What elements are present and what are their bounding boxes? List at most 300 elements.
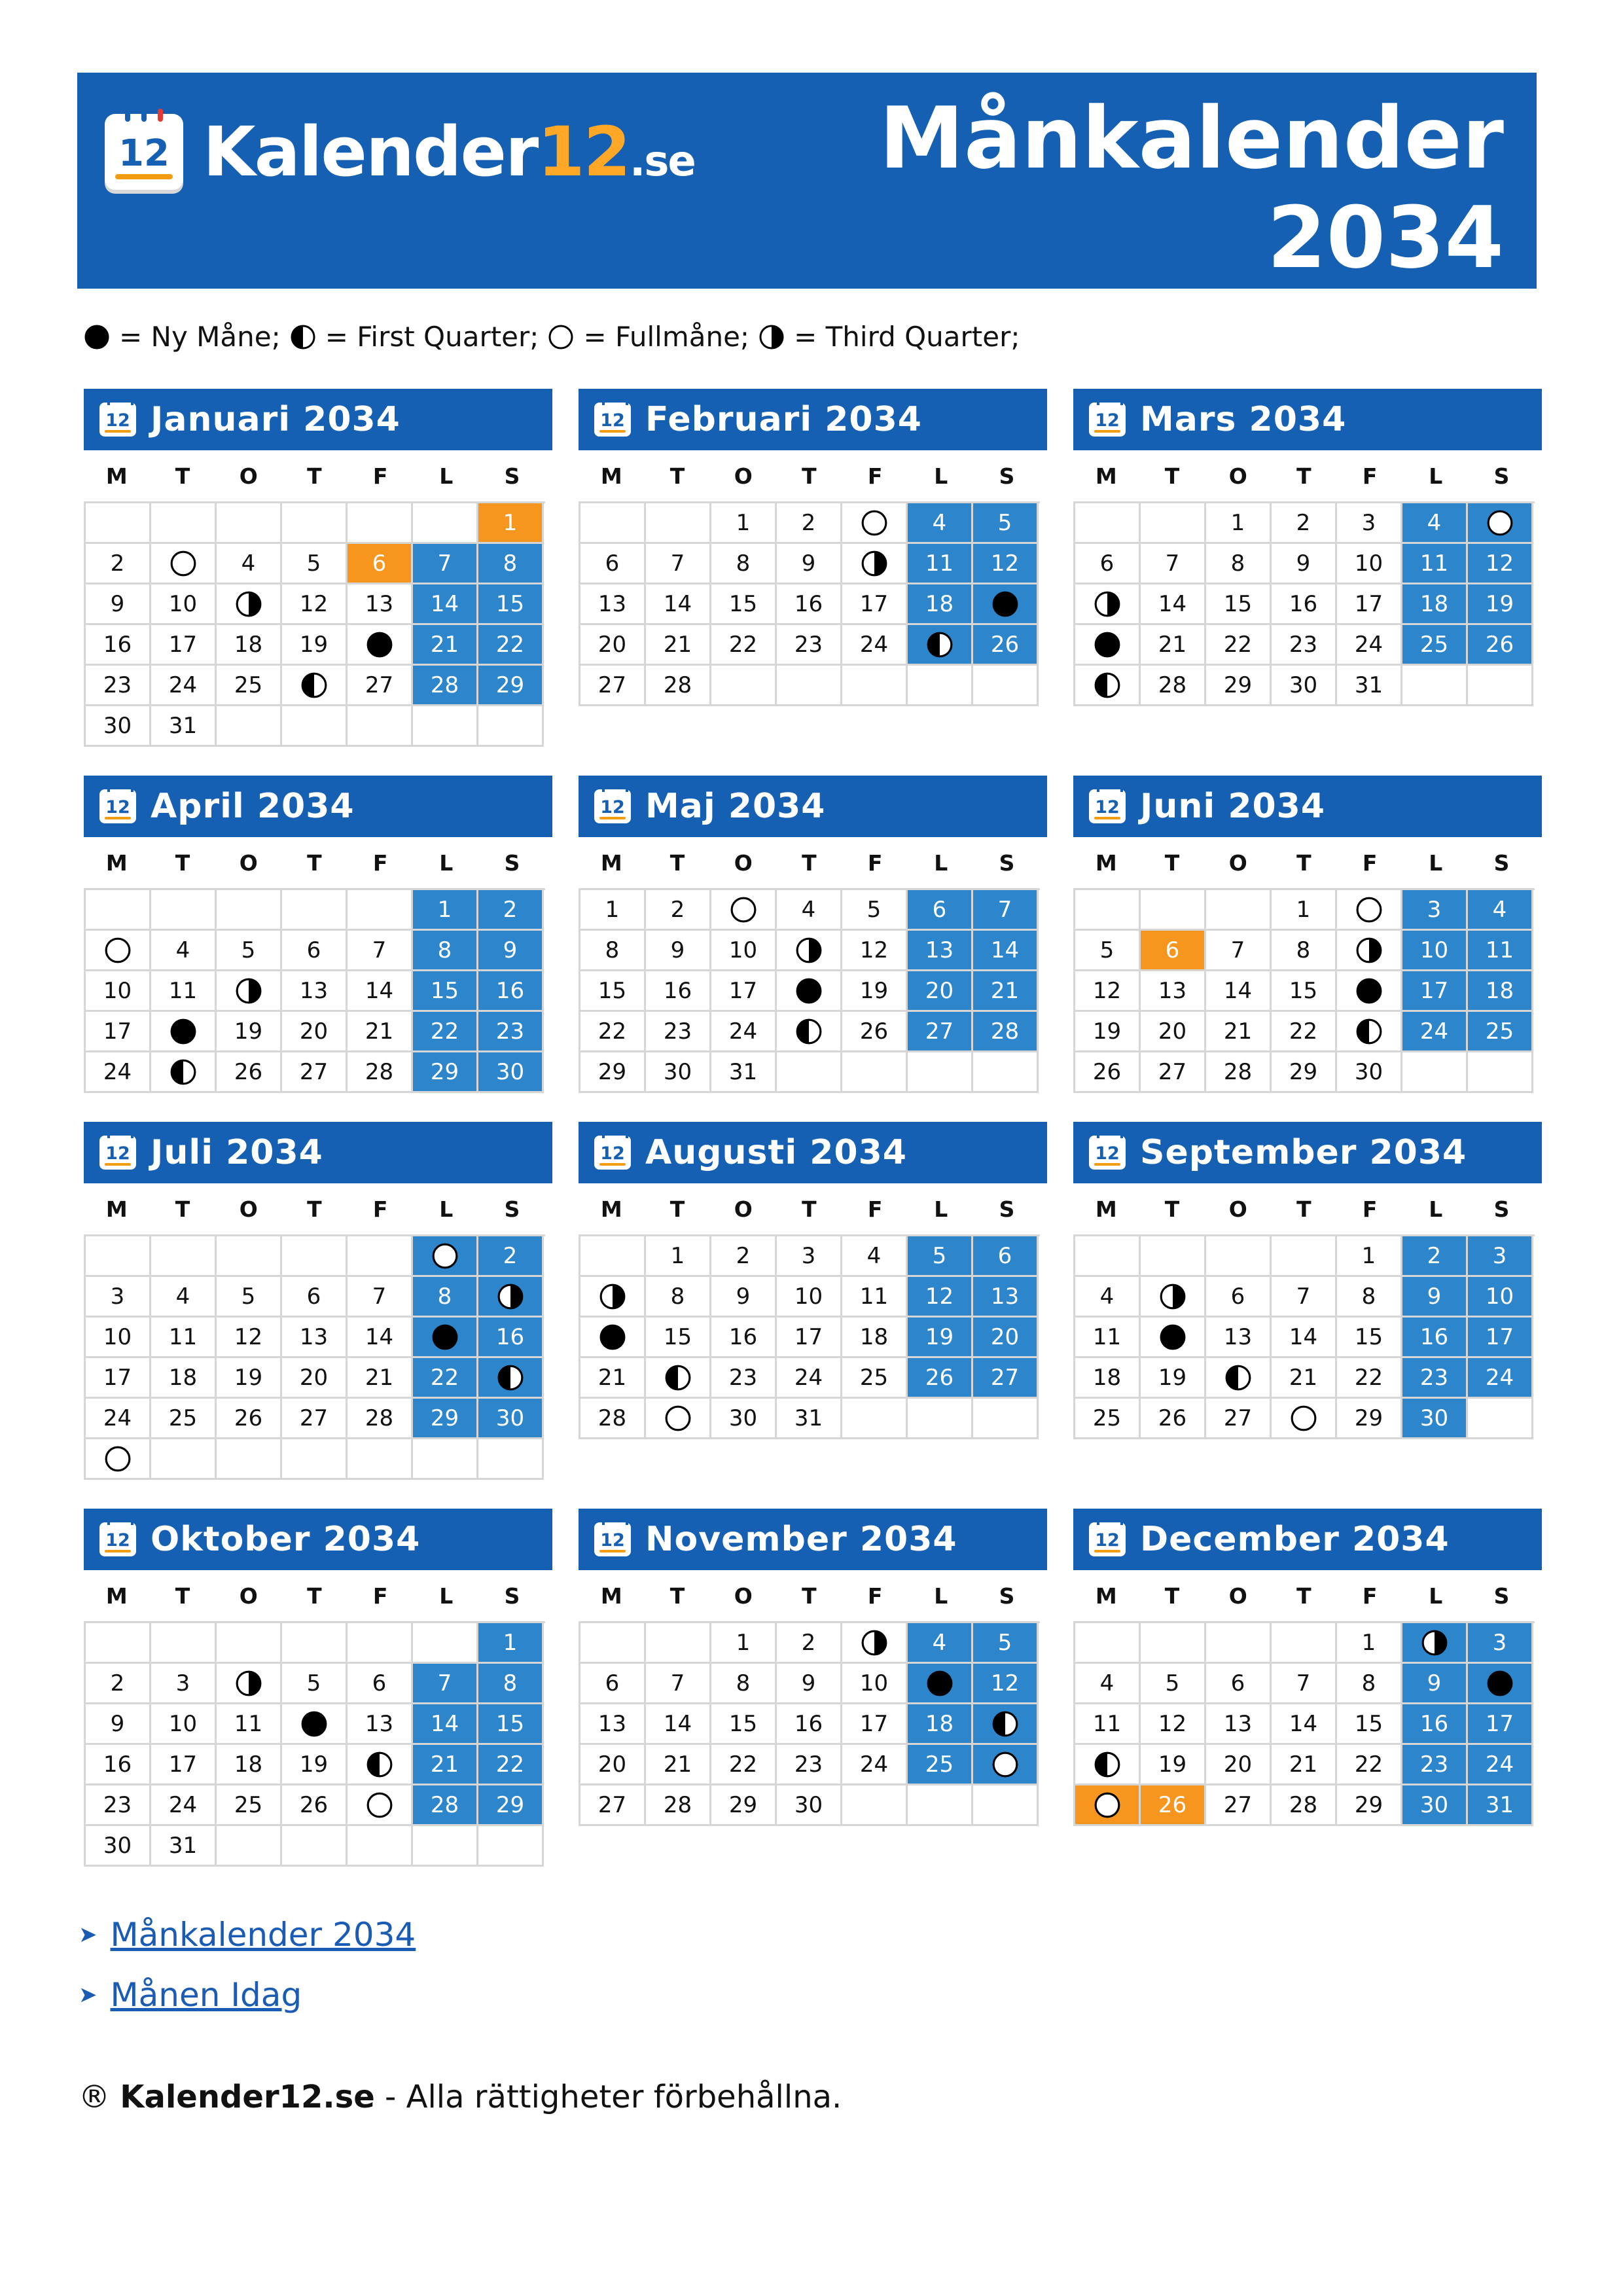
day-cell: 8: [711, 1664, 777, 1704]
day-cell: 17: [711, 971, 777, 1012]
empty-cell: [86, 1236, 151, 1277]
day-grid: [84, 1234, 545, 1480]
weekday-label: M: [1095, 1196, 1117, 1222]
weekday-label: M: [1095, 463, 1117, 489]
weekday-label: O: [1228, 1583, 1247, 1609]
first-quarter-icon: [1094, 672, 1121, 699]
day-cell: 9: [646, 931, 711, 971]
day-cell: 7: [348, 1277, 413, 1318]
day-cell: 27: [580, 1785, 646, 1826]
month-calendar: [84, 776, 552, 1093]
day-cell: 24: [86, 1052, 151, 1093]
day-cell: 27: [580, 666, 646, 706]
day-cell: 21: [646, 625, 711, 666]
day-cell: 9: [711, 1277, 777, 1318]
day-cell: 3: [777, 1236, 842, 1277]
day-cell: [151, 1052, 217, 1093]
day-cell: [1075, 1785, 1141, 1826]
weekday-label: S: [999, 1196, 1015, 1222]
weekday-label: L: [934, 850, 948, 876]
day-cell: 24: [842, 625, 908, 666]
empty-cell: [973, 1785, 1039, 1826]
day-cell: 18: [217, 1745, 282, 1785]
month-header: [1073, 1509, 1542, 1570]
day-cell: 6: [348, 1664, 413, 1704]
weekday-label: M: [600, 1583, 622, 1609]
weekday-label: O: [239, 1196, 258, 1222]
weekday-header: [1073, 450, 1535, 501]
day-cell: [348, 1745, 413, 1785]
day-cell: 11: [1075, 1704, 1141, 1745]
day-cell: [842, 503, 908, 544]
day-cell: 15: [1272, 971, 1337, 1012]
day-cell: 26: [1468, 625, 1533, 666]
calendar-icon: 12: [594, 1522, 631, 1556]
day-cell: 2: [777, 1623, 842, 1664]
full-moon-icon: [548, 324, 574, 350]
day-cell: 4: [908, 503, 973, 544]
weekday-label: M: [105, 1196, 128, 1222]
day-cell: 11: [151, 971, 217, 1012]
day-cell: 22: [1337, 1745, 1402, 1785]
day-cell: 14: [646, 1704, 711, 1745]
day-cell: 6: [973, 1236, 1039, 1277]
day-cell: 25: [1402, 625, 1468, 666]
first-quarter-icon: [290, 324, 316, 350]
empty-cell: [842, 1785, 908, 1826]
day-cell: 6: [1206, 1277, 1272, 1318]
day-cell: 13: [973, 1277, 1039, 1318]
day-cell: [1337, 971, 1402, 1012]
full-moon-icon: [1486, 509, 1514, 537]
weekday-label: O: [734, 463, 753, 489]
weekday-label: T: [175, 1583, 190, 1609]
day-cell: 31: [1468, 1785, 1533, 1826]
link-manen-idag-text[interactable]: Månen Idag: [110, 1976, 302, 2014]
day-cell: 7: [1272, 1664, 1337, 1704]
day-cell: 12: [217, 1318, 282, 1358]
weekday-label: O: [239, 463, 258, 489]
weekday-label: S: [1493, 463, 1510, 489]
new-moon-icon: [795, 977, 823, 1005]
day-cell: 10: [86, 1318, 151, 1358]
weekday-label: M: [600, 1196, 622, 1222]
weekday-label: T: [669, 850, 685, 876]
day-cell: 5: [973, 1623, 1039, 1664]
day-cell: 20: [908, 971, 973, 1012]
weekday-label: F: [867, 1196, 883, 1222]
day-cell: [478, 1277, 544, 1318]
day-cell: 8: [646, 1277, 711, 1318]
month-header: [579, 1122, 1047, 1183]
month-title: Juni 2034: [1140, 787, 1326, 826]
empty-cell: [413, 503, 478, 544]
day-cell: 7: [348, 931, 413, 971]
empty-cell: [217, 1236, 282, 1277]
day-cell: 17: [151, 1745, 217, 1785]
day-cell: 18: [217, 625, 282, 666]
day-cell: 13: [1206, 1318, 1272, 1358]
day-cell: 3: [151, 1664, 217, 1704]
day-cell: [217, 1664, 282, 1704]
day-cell: 16: [1402, 1704, 1468, 1745]
empty-cell: [842, 1052, 908, 1093]
month-header: [1073, 776, 1542, 837]
day-cell: 22: [413, 1012, 478, 1052]
weekday-label: S: [504, 1196, 520, 1222]
day-cell: [1337, 931, 1402, 971]
full-moon-icon: [664, 1405, 692, 1432]
day-cell: 29: [711, 1785, 777, 1826]
empty-cell: [348, 1623, 413, 1664]
empty-cell: [1402, 666, 1468, 706]
weekday-label: M: [1095, 850, 1117, 876]
new-moon-icon: [431, 1323, 459, 1351]
day-cell: 24: [151, 1785, 217, 1826]
day-cell: 12: [1141, 1704, 1206, 1745]
empty-cell: [413, 1623, 478, 1664]
day-cell: 1: [413, 890, 478, 931]
weekday-label: F: [1362, 1583, 1378, 1609]
day-cell: [413, 1236, 478, 1277]
day-cell: 11: [1075, 1318, 1141, 1358]
weekday-label: S: [999, 463, 1015, 489]
weekday-label: L: [439, 463, 454, 489]
weekday-label: F: [372, 1583, 388, 1609]
day-cell: [1468, 1664, 1533, 1704]
day-cell: [1075, 584, 1141, 625]
day-cell: [86, 931, 151, 971]
weekday-label: L: [439, 850, 454, 876]
third-quarter-icon: [1094, 590, 1121, 618]
day-cell: 5: [1141, 1664, 1206, 1704]
weekday-label: S: [1493, 1196, 1510, 1222]
weekday-label: T: [1296, 463, 1311, 489]
full-moon-icon: [991, 1751, 1019, 1778]
calendar-icon: 12: [594, 1136, 631, 1170]
month-header: [1073, 389, 1542, 450]
day-cell: 14: [646, 584, 711, 625]
weekday-label: S: [504, 463, 520, 489]
day-cell: 26: [217, 1399, 282, 1439]
day-cell: 22: [413, 1358, 478, 1399]
weekday-label: L: [1429, 850, 1443, 876]
day-cell: 20: [580, 1745, 646, 1785]
day-cell: 22: [1272, 1012, 1337, 1052]
weekday-label: L: [934, 1196, 948, 1222]
day-cell: 23: [1272, 625, 1337, 666]
weekday-label: T: [669, 1196, 685, 1222]
day-cell: 19: [1075, 1012, 1141, 1052]
day-cell: [711, 890, 777, 931]
link-manen-idag[interactable]: [79, 1978, 416, 2012]
calendar-icon: 12: [594, 403, 631, 437]
day-cell: [973, 584, 1039, 625]
weekday-label: O: [734, 1196, 753, 1222]
full-moon-icon: [730, 896, 757, 924]
day-cell: 23: [777, 1745, 842, 1785]
day-cell: [580, 1318, 646, 1358]
day-cell: 24: [711, 1012, 777, 1052]
day-cell: 11: [217, 1704, 282, 1745]
empty-cell: [217, 1826, 282, 1867]
day-cell: 26: [1075, 1052, 1141, 1093]
day-cell: 2: [478, 1236, 544, 1277]
day-cell: 15: [1337, 1318, 1402, 1358]
day-cell: 19: [1141, 1745, 1206, 1785]
day-cell: 8: [1337, 1664, 1402, 1704]
empty-cell: [151, 1623, 217, 1664]
day-cell: 4: [1075, 1664, 1141, 1704]
day-cell: 30: [1402, 1399, 1468, 1439]
day-cell: 24: [1468, 1358, 1533, 1399]
day-cell: 25: [217, 1785, 282, 1826]
month-calendar: [579, 1122, 1047, 1439]
day-cell: 19: [842, 971, 908, 1012]
day-cell: 13: [908, 931, 973, 971]
weekday-label: S: [504, 850, 520, 876]
moon-phase-legend: [84, 321, 1020, 353]
day-cell: 20: [282, 1012, 348, 1052]
first-quarter-icon: [664, 1364, 692, 1391]
day-cell: 6: [1075, 544, 1141, 584]
day-cell: 5: [908, 1236, 973, 1277]
first-quarter-icon: [366, 1751, 393, 1778]
weekday-label: T: [669, 463, 685, 489]
month-header: [84, 1509, 552, 1570]
day-grid: [1073, 1621, 1535, 1826]
month-title: Oktober 2034: [151, 1520, 421, 1559]
day-cell: 1: [478, 503, 544, 544]
day-cell: 23: [478, 1012, 544, 1052]
day-cell: [646, 1399, 711, 1439]
day-cell: 29: [1337, 1785, 1402, 1826]
empty-cell: [711, 666, 777, 706]
day-cell: 1: [1337, 1623, 1402, 1664]
link-mankalender[interactable]: [79, 1918, 416, 1952]
day-cell: 15: [413, 971, 478, 1012]
day-cell: 25: [1075, 1399, 1141, 1439]
weekday-label: T: [669, 1583, 685, 1609]
new-moon-icon: [1355, 977, 1383, 1005]
day-cell: 10: [711, 931, 777, 971]
day-cell: 13: [348, 1704, 413, 1745]
link-mankalender-text[interactable]: Månkalender 2034: [110, 1916, 416, 1954]
weekday-label: F: [867, 1583, 883, 1609]
day-cell: 8: [1206, 544, 1272, 584]
legend-label: = Third Quarter;: [794, 321, 1020, 353]
weekday-label: S: [999, 1583, 1015, 1609]
day-cell: [1272, 1399, 1337, 1439]
day-cell: 20: [973, 1318, 1039, 1358]
day-cell: 8: [413, 931, 478, 971]
day-cell: 21: [1272, 1745, 1337, 1785]
month-title: Juli 2034: [151, 1133, 323, 1172]
day-cell: [1141, 1318, 1206, 1358]
day-cell: 3: [1468, 1236, 1533, 1277]
day-cell: 13: [282, 1318, 348, 1358]
day-cell: 6: [282, 1277, 348, 1318]
weekday-label: T: [175, 463, 190, 489]
empty-cell: [282, 890, 348, 931]
day-cell: 7: [1141, 544, 1206, 584]
weekday-label: T: [1296, 1583, 1311, 1609]
empty-cell: [580, 503, 646, 544]
day-cell: 16: [777, 1704, 842, 1745]
day-cell: 18: [842, 1318, 908, 1358]
calendar-icon: 12: [99, 789, 136, 823]
day-cell: 31: [711, 1052, 777, 1093]
day-cell: [646, 1358, 711, 1399]
day-cell: 13: [1141, 971, 1206, 1012]
empty-cell: [413, 1826, 478, 1867]
day-grid: [579, 501, 1040, 706]
day-cell: 15: [478, 1704, 544, 1745]
day-cell: [1402, 1623, 1468, 1664]
footer-links: [79, 1918, 416, 2038]
day-cell: 16: [1402, 1318, 1468, 1358]
legend-item: [548, 321, 749, 353]
day-cell: 13: [1206, 1704, 1272, 1745]
empty-cell: [580, 1236, 646, 1277]
weekday-label: T: [1164, 463, 1180, 489]
day-cell: 1: [1272, 890, 1337, 931]
month-title: Januari 2034: [151, 400, 401, 439]
day-cell: [777, 931, 842, 971]
month-title: Maj 2034: [645, 787, 826, 826]
day-cell: 7: [1206, 931, 1272, 971]
new-moon-icon: [599, 1323, 626, 1351]
day-cell: 10: [86, 971, 151, 1012]
day-cell: 25: [1468, 1012, 1533, 1052]
logo-wordmark: Kalender12.se: [203, 112, 695, 192]
third-quarter-icon: [861, 550, 888, 577]
day-cell: [151, 1012, 217, 1052]
day-cell: 2: [1272, 503, 1337, 544]
weekday-label: F: [372, 850, 388, 876]
first-quarter-icon: [1355, 1018, 1383, 1045]
month-title: September 2034: [1140, 1133, 1467, 1172]
day-cell: 22: [711, 625, 777, 666]
day-cell: 16: [646, 971, 711, 1012]
site-logo[interactable]: [105, 109, 695, 194]
day-cell: 17: [777, 1318, 842, 1358]
day-cell: 1: [711, 1623, 777, 1664]
weekday-header: [579, 1570, 1040, 1621]
day-cell: 16: [478, 971, 544, 1012]
day-cell: 13: [282, 971, 348, 1012]
day-cell: 16: [1272, 584, 1337, 625]
day-cell: 15: [478, 584, 544, 625]
day-cell: 27: [282, 1052, 348, 1093]
day-cell: [973, 1745, 1039, 1785]
day-cell: 28: [646, 1785, 711, 1826]
day-cell: 6: [1206, 1664, 1272, 1704]
day-cell: 2: [646, 890, 711, 931]
day-cell: 16: [86, 625, 151, 666]
day-cell: 9: [777, 1664, 842, 1704]
day-cell: 17: [86, 1358, 151, 1399]
day-cell: 27: [1206, 1785, 1272, 1826]
day-cell: 4: [217, 544, 282, 584]
empty-cell: [777, 666, 842, 706]
day-cell: 24: [86, 1399, 151, 1439]
day-cell: [282, 666, 348, 706]
day-cell: 24: [1468, 1745, 1533, 1785]
calendar-icon: 12: [1089, 789, 1126, 823]
day-cell: 14: [1272, 1318, 1337, 1358]
day-cell: 8: [478, 1664, 544, 1704]
page-header: [77, 73, 1537, 289]
day-cell: 2: [1402, 1236, 1468, 1277]
month-calendar: [1073, 1122, 1542, 1439]
day-cell: 28: [413, 666, 478, 706]
day-cell: 7: [413, 1664, 478, 1704]
day-cell: 22: [478, 625, 544, 666]
new-moon-icon: [366, 631, 393, 658]
day-cell: 17: [1468, 1704, 1533, 1745]
empty-cell: [1075, 1236, 1141, 1277]
day-cell: 27: [1141, 1052, 1206, 1093]
day-cell: 10: [151, 584, 217, 625]
weekday-label: T: [307, 463, 322, 489]
empty-cell: [413, 706, 478, 747]
day-cell: 8: [1272, 931, 1337, 971]
day-cell: 9: [1402, 1277, 1468, 1318]
day-cell: 7: [973, 890, 1039, 931]
calendar-icon: 12: [1089, 1136, 1126, 1170]
empty-cell: [217, 1439, 282, 1480]
day-cell: [908, 1664, 973, 1704]
day-cell: 22: [1337, 1358, 1402, 1399]
day-cell: 30: [1402, 1785, 1468, 1826]
full-moon-icon: [1355, 896, 1383, 924]
day-cell: 8: [580, 931, 646, 971]
calendar-logo-icon: 12: [105, 114, 183, 190]
weekday-label: L: [439, 1583, 454, 1609]
day-cell: 29: [478, 1785, 544, 1826]
day-cell: 9: [86, 1704, 151, 1745]
day-cell: 14: [1272, 1704, 1337, 1745]
empty-cell: [1206, 1236, 1272, 1277]
day-cell: [1468, 503, 1533, 544]
day-cell: 8: [1337, 1277, 1402, 1318]
day-cell: 14: [413, 1704, 478, 1745]
empty-cell: [1468, 1399, 1533, 1439]
day-cell: 21: [646, 1745, 711, 1785]
weekday-label: T: [307, 1583, 322, 1609]
day-cell: 7: [646, 1664, 711, 1704]
day-cell: 23: [86, 1785, 151, 1826]
day-cell: 27: [348, 666, 413, 706]
day-cell: 25: [217, 666, 282, 706]
day-cell: 16: [777, 584, 842, 625]
empty-cell: [1272, 1623, 1337, 1664]
day-cell: 15: [1206, 584, 1272, 625]
day-cell: 21: [973, 971, 1039, 1012]
day-cell: 4: [842, 1236, 908, 1277]
day-cell: 24: [777, 1358, 842, 1399]
day-cell: 18: [908, 1704, 973, 1745]
empty-cell: [478, 706, 544, 747]
month-header: [1073, 1122, 1542, 1183]
first-quarter-icon: [169, 1058, 197, 1086]
day-cell: 3: [1468, 1623, 1533, 1664]
day-cell: 30: [646, 1052, 711, 1093]
empty-cell: [1141, 503, 1206, 544]
month-calendar: [84, 1509, 552, 1867]
weekday-header: [84, 450, 545, 501]
